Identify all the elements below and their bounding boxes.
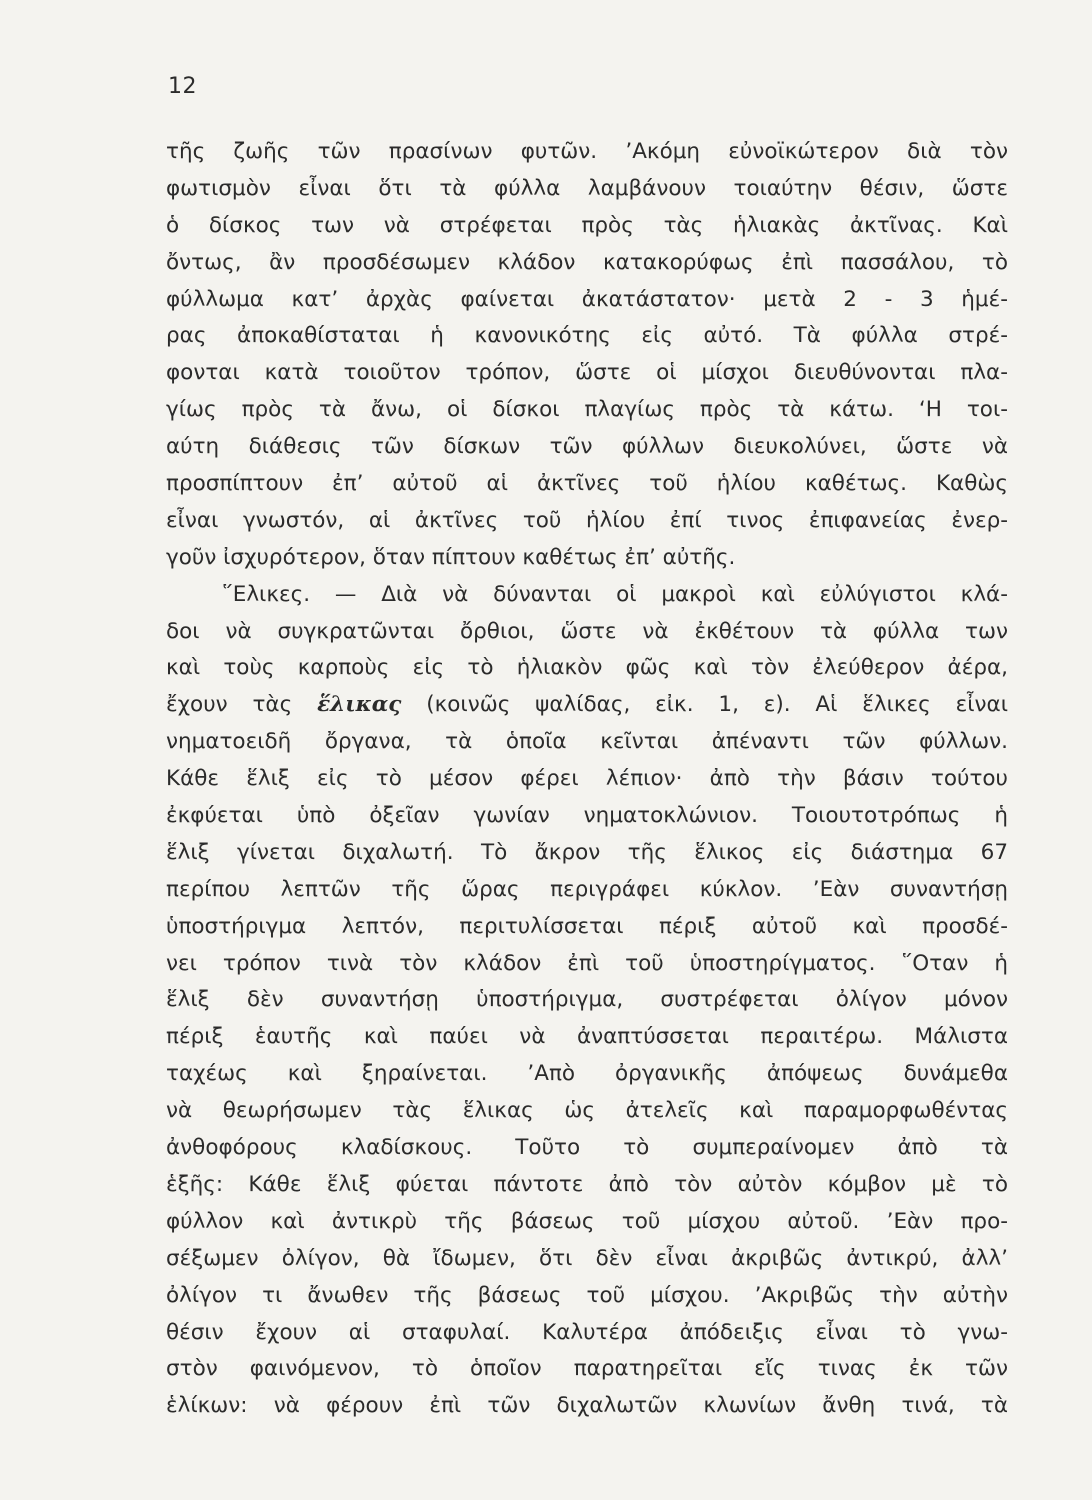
text-line: ἑξῆς: Κάθε ἕλιξ φύεται πάντοτε ἀπὸ τὸν αὐτὸν κόμβον μὲ τὸ	[166, 1171, 1008, 1197]
text-line: σέξωμεν ὀλίγον, θὰ ἴδωμεν, ὅτι δὲν εἶναι ἀκριβῶς ἀντικρύ, ἀλλ’	[166, 1245, 1008, 1271]
italic-term: ἕλικας	[317, 692, 402, 718]
text-line: καὶ τοὺς καρποὺς εἰς τὸ ἡλιακὸν φῶς καὶ τὸν ἐλεύθερον ἀέρα,	[166, 655, 1008, 681]
text-line: ὁ δίσκος των νὰ στρέφεται πρὸς τὰς ἡλιακὰς ἀκτῖνας. Καὶ	[166, 212, 1008, 238]
text-line: φωτισμὸν εἶναι ὅτι τὰ φύλλα λαμβάνουν τοιαύτην θέσιν, ὥστε	[166, 175, 1008, 201]
section-first-line-text: — Διὰ νὰ δύνανται οἱ μακροὶ καὶ εὐλύγιστοι κλά-	[310, 581, 1008, 607]
text-line: νηματοειδῆ ὄργανα, τὰ ὁποῖα κεῖνται ἀπέναντι τῶν φύλλων.	[166, 729, 1008, 755]
text-line: ὀλίγον τι ἄνωθεν τῆς βάσεως τοῦ μίσχου. ’Ακριβῶς τὴν αὐτὴν	[166, 1282, 1008, 1308]
term-line-before: ἔχουν τὰς	[166, 692, 318, 718]
text-line: ρας ἀποκαθίσταται ἡ κανονικότης εἰς αὐτό. Τὰ φύλλα στρέ-	[166, 323, 1008, 349]
text-line: στὸν φαινόμενον, τὸ ὁποῖον παρατηρεῖται εἴς τινας ἐκ τῶν	[166, 1356, 1008, 1382]
page-number: 12	[168, 74, 197, 99]
text-line: νει τρόπον τινὰ τὸν κλάδον ἐπὶ τοῦ ὑποστηρίγματος. ῞Οταν ἡ	[166, 950, 1008, 976]
text-line: γίως πρὸς τὰ ἄνω, οἱ δίσκοι πλαγίως πρὸς τὰ κάτω. ‘Η τοι-	[166, 397, 1008, 423]
text-line: τῆς ζωῆς τῶν πρασίνων φυτῶν. ’Ακόμη εὐνοϊκώτερον διὰ τὸν	[166, 139, 1008, 164]
text-line: ἐκφύεται ὑπὸ ὀξεῖαν γωνίαν νηματοκλώνιον. Τοιουτοτρόπως ἡ	[166, 803, 1008, 829]
text-line: ἑλίκων: νὰ φέρουν ἐπὶ τῶν διχαλωτῶν κλωνίων ἄνθη τινά, τὰ	[166, 1393, 1008, 1419]
text-line: γοῦν ἰσχυρότερον, ὅταν πίπτουν καθέτως ἐπ’ αὐτῆς.	[166, 544, 736, 570]
text-line: εἶναι γνωστόν, αἱ ἀκτῖνες τοῦ ἡλίου ἐπί τινος ἐπιφανείας ἐνερ-	[166, 507, 1008, 533]
text-line: νὰ θεωρήσωμεν τὰς ἕλικας ὡς ἀτελεῖς καὶ παραμορφωθέντας	[166, 1098, 1008, 1124]
text-line: ὄντως, ἂν προσδέσωμεν κλάδον κατακορύφως ἐπὶ πασσάλου, τὸ	[166, 249, 1008, 275]
text-line: πέριξ ἑαυτῆς καὶ παύει νὰ ἀναπτύσσεται περαιτέρω. Μάλιστα	[166, 1024, 1008, 1050]
text-line: φονται κατὰ τοιοῦτον τρόπον, ὥστε οἱ μίσχοι διευθύνονται πλα-	[166, 360, 1008, 386]
text-line: ἀνθοφόρους κλαδίσκους. Τοῦτο τὸ συμπεραίνομεν ἀπὸ τὰ	[166, 1135, 1008, 1161]
term-line	[166, 687, 1008, 724]
text-line: ταχέως καὶ ξηραίνεται. ’Απὸ ὀργανικῆς ἀπόψεως δυνάμεθα	[166, 1061, 1008, 1087]
text-line: θέσιν ἔχουν αἱ σταφυλαί. Καλυτέρα ἀπόδειξις εἶναι τὸ γνω-	[166, 1319, 1008, 1345]
text-line: ὑποστήριγμα λεπτόν, περιτυλίσσεται πέριξ αὐτοῦ καὶ προσδέ-	[166, 913, 1008, 939]
text-line: δοι νὰ συγκρατῶνται ὄρθιοι, ὥστε νὰ ἐκθέτουν τὰ φύλλα των	[166, 618, 1008, 644]
section-heading: ῞Ελικες.	[222, 581, 311, 607]
body-text	[166, 134, 1008, 1425]
text-line: προσπίπτουν ἐπ’ αὐτοῦ αἱ ἀκτῖνες τοῦ ἡλίου καθέτως. Καθὼς	[166, 471, 1008, 497]
text-line: αύτη διάθεσις τῶν δίσκων τῶν φύλλων διευκολύνει, ὥστε νὰ	[166, 434, 1008, 460]
section-first-line	[166, 577, 1008, 614]
text-line: φύλλον καὶ ἀντικρὺ τῆς βάσεως τοῦ μίσχου αὐτοῦ. ’Εὰν προ-	[166, 1208, 1008, 1234]
text-line: ἕλιξ δὲν συναντήσῃ ὑποστήριγμα, συστρέφεται ὀλίγον μόνον	[166, 987, 1008, 1013]
text-line: ἕλιξ γίνεται διχαλωτή. Τὸ ἄκρον τῆς ἕλικος εἰς διάστημα 67	[166, 839, 1008, 865]
text-line: φύλλωμα κατ’ ἀρχὰς φαίνεται ἀκατάστατον· μετὰ 2 - 3 ἡμέ-	[166, 286, 1008, 312]
term-line-after: (κοινῶς ψαλίδας, εἰκ. 1, ε). Αἱ ἕλικες εἶναι	[401, 692, 1008, 718]
text-line: Κάθε ἕλιξ εἰς τὸ μέσον φέρει λέπιον· ἀπὸ τὴν βάσιν τούτου	[166, 766, 1008, 792]
text-line: περίπου λεπτῶν τῆς ὥρας περιγράφει κύκλον. ’Εὰν συναντήσῃ	[166, 876, 1008, 902]
